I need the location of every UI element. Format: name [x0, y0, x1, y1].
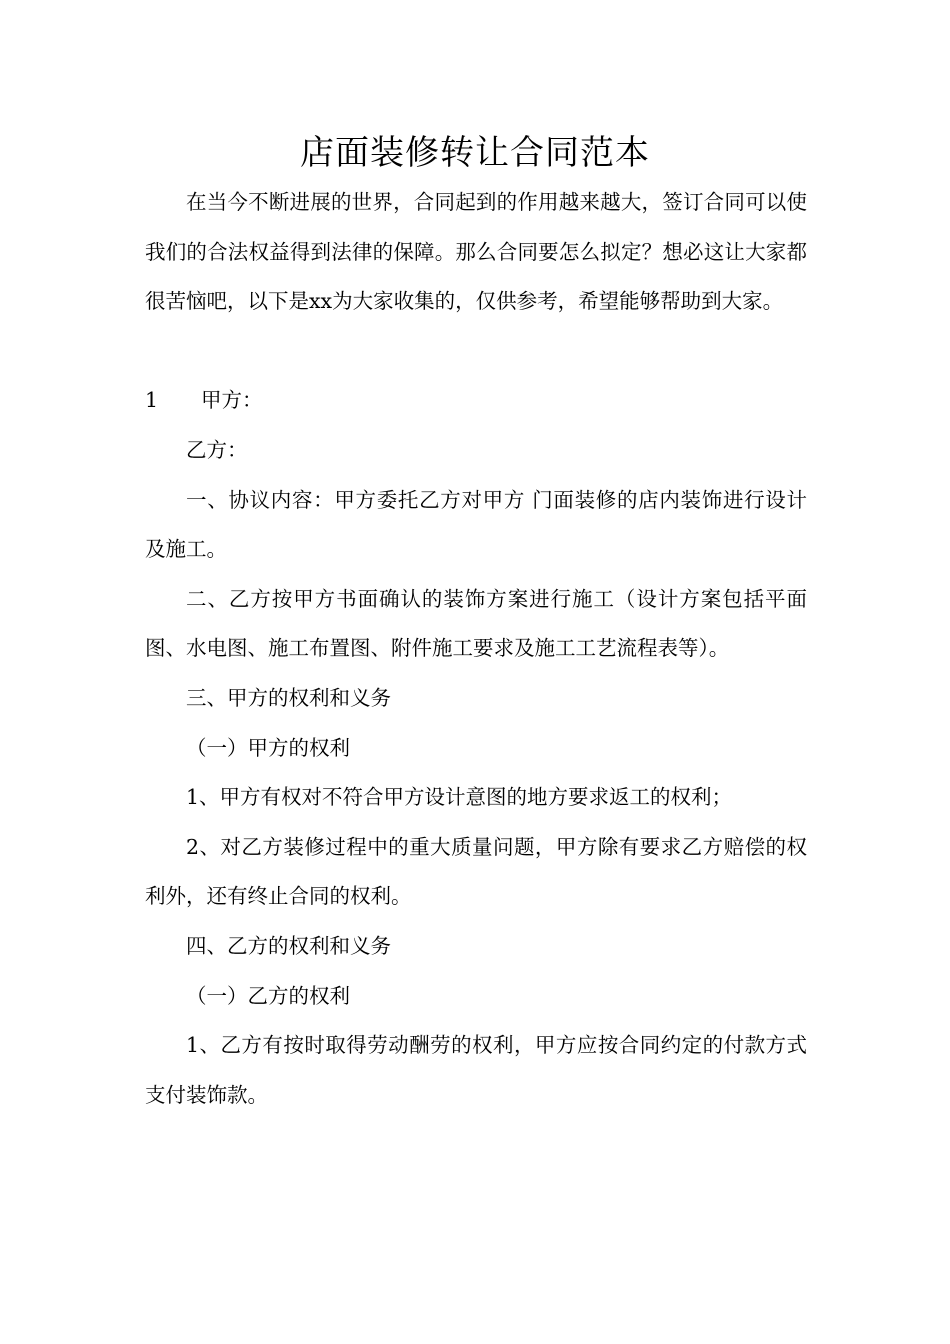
- party-b-label: 乙方：: [186, 437, 248, 462]
- party-b-right-1: 1、乙方有按时取得劳动酬劳的权利，甲方应按合同约定的付款方式支付装饰款。: [145, 1033, 807, 1107]
- clause-construction-plan: 二、乙方按甲方书面确认的装饰方案进行施工（设计方案包括平面图、水电图、施工布置图、附件施工要求及施工工艺流程表等）。: [145, 586, 807, 661]
- clause-agreement-content: 一、协议内容：甲方委托乙方对甲方 门面装修的店内装饰进行设计及施工。: [145, 487, 807, 562]
- heading-party-a-rights-duties: 三、甲方的权利和义务: [186, 685, 391, 710]
- party-a-right-2: 2、对乙方装修过程中的重大质量问题，甲方除有要求乙方赔偿的权利外，还有终止合同的权利。: [145, 834, 807, 909]
- party-a-label: 甲方：: [201, 388, 263, 413]
- subheading-party-b-rights: （一）乙方的权利: [186, 983, 350, 1008]
- document-title: 店面装修转让合同范本: [300, 133, 650, 173]
- heading-party-b-rights-duties: 四、乙方的权利和义务: [186, 933, 391, 958]
- intro-paragraph: 在当今不断进展的世界，合同起到的作用越来越大，签订合同可以使我们的合法权益得到法律的保障。那么合同要怎么拟定？想必这让大家都很苦恼吧，以下是xx为大家收集的，仅供参考，希望能够帮助到大家。: [145, 190, 807, 314]
- subheading-party-a-rights: （一）甲方的权利: [186, 735, 350, 760]
- party-a-line: [145, 376, 807, 426]
- document-body: [145, 178, 807, 1120]
- section-number: 1: [145, 388, 159, 413]
- blank-line: [145, 327, 807, 377]
- party-a-right-1: 1、甲方有权对不符合甲方设计意图的地方要求返工的权利；: [186, 785, 733, 810]
